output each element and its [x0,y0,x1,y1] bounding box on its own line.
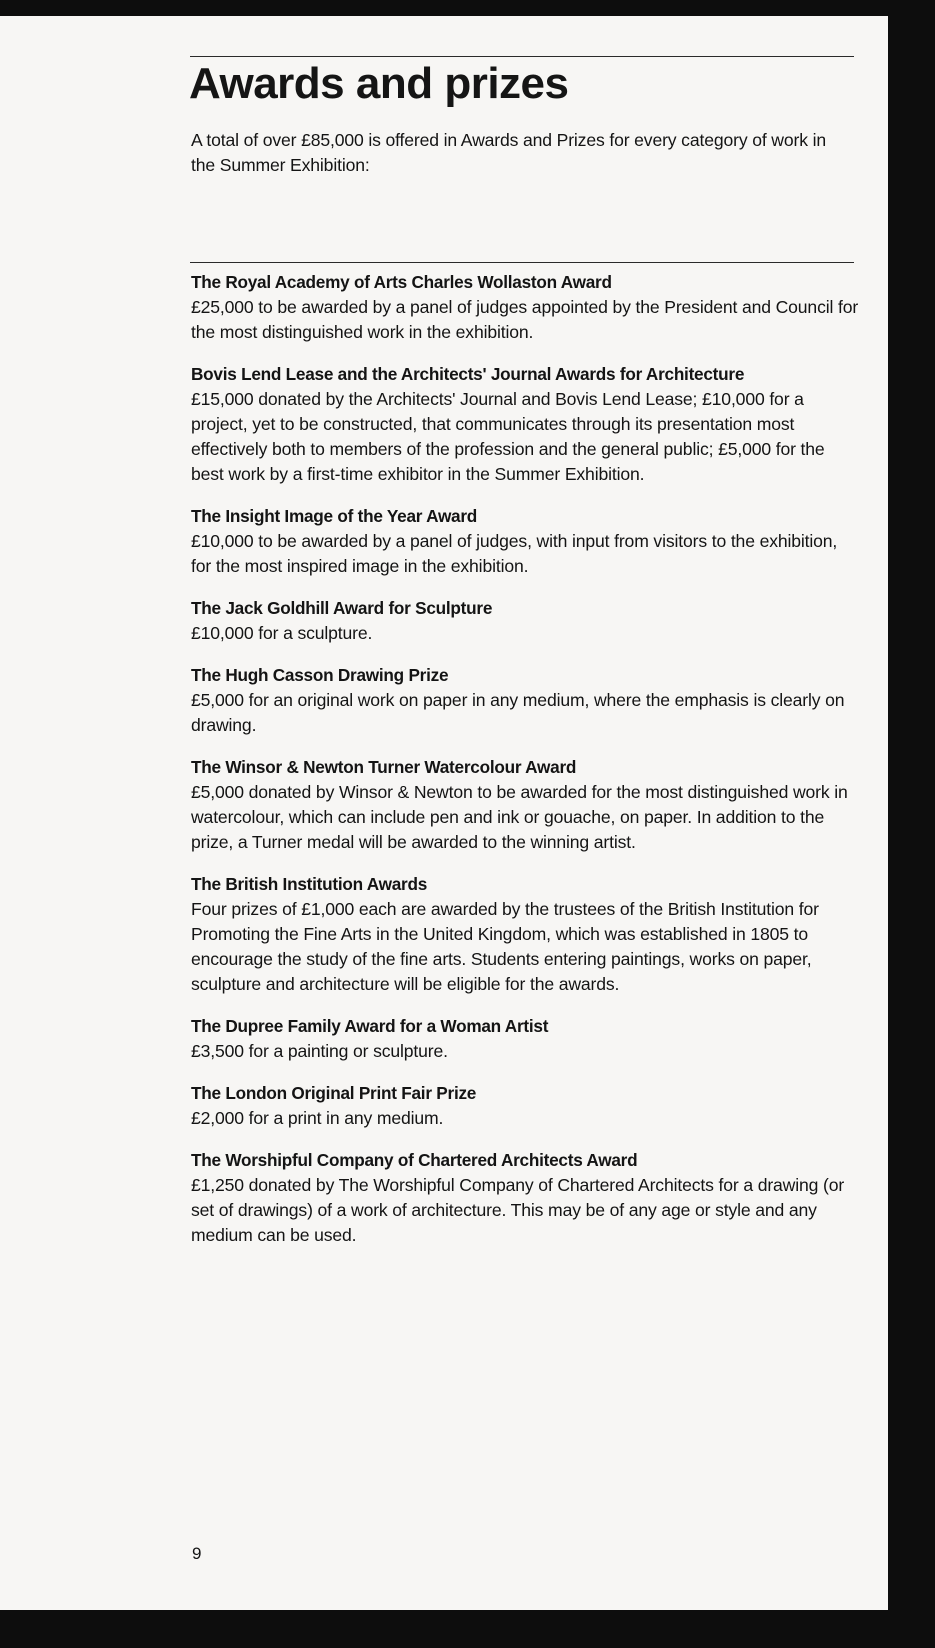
award-item [191,504,861,579]
award-name: The Winsor & Newton Turner Watercolour Award [191,757,577,777]
awards-list [191,270,861,1265]
award-description: £25,000 to be awarded by a panel of judges appointed by the President and Council for the most distinguished work in the exhibition. [191,297,859,342]
award-item [191,270,861,345]
award-item [191,872,861,997]
award-description: £5,000 for an original work on paper in any medium, where the emphasis is clearly on drawing. [191,690,845,735]
award-name: The Dupree Family Award for a Woman Artist [191,1016,549,1036]
award-description: £10,000 to be awarded by a panel of judges, with input from visitors to the exhibition, for the most inspired image in the exhibition. [191,531,838,576]
award-name: Bovis Lend Lease and the Architects' Journal Awards for Architecture [191,364,745,384]
section-divider [190,262,854,263]
award-description: £1,250 donated by The Worshipful Company of Chartered Architects for a drawing (or set of drawings) of a work of architecture. This may be of any age or style and any medium can be used. [191,1175,845,1245]
top-divider [190,56,854,57]
award-description: £10,000 for a sculpture. [191,623,373,643]
award-item [191,596,861,646]
document-page [0,16,888,1610]
award-name: The Royal Academy of Arts Charles Wollaston Award [191,272,612,292]
page-title: Awards and prizes [189,59,569,108]
page-number: 9 [192,1544,202,1563]
award-description: £15,000 donated by the Architects' Journal and Bovis Lend Lease; £10,000 for a project, yet to be constructed, that communicates through its presentation most effectively both to members of the profession and the general public; £5,000 for the best work by a first-time exhibitor in the Summer Exhibition. [191,389,825,484]
award-item [191,1081,861,1131]
award-name: The British Institution Awards [191,874,428,894]
intro-paragraph: A total of over £85,000 is offered in Awards and Prizes for every category of work in the Summer Exhibition: [191,130,826,175]
award-description: Four prizes of £1,000 each are awarded by the trustees of the British Institution for Promoting the Fine Arts in the United Kingdom, which was established in 1805 to encourage the study of the fine arts. Students entering paintings, works on paper, sculpture and architecture will be eligible for the awards. [191,899,819,994]
award-item [191,1014,861,1064]
award-name: The Worshipful Company of Chartered Architects Award [191,1150,638,1170]
award-item [191,755,861,855]
award-item [191,1148,861,1248]
award-item [191,362,861,487]
award-item [191,663,861,738]
award-name: The Hugh Casson Drawing Prize [191,665,449,685]
award-name: The Insight Image of the Year Award [191,506,478,526]
award-name: The London Original Print Fair Prize [191,1083,477,1103]
award-description: £3,500 for a painting or sculpture. [191,1041,448,1061]
award-description: £5,000 donated by Winsor & Newton to be awarded for the most distinguished work in watercolour, which can include pen and ink or gouache, on paper. In addition to the prize, a Turner medal will be awarded to the winning artist. [191,782,848,852]
award-description: £2,000 for a print in any medium. [191,1108,444,1128]
award-name: The Jack Goldhill Award for Sculpture [191,598,493,618]
